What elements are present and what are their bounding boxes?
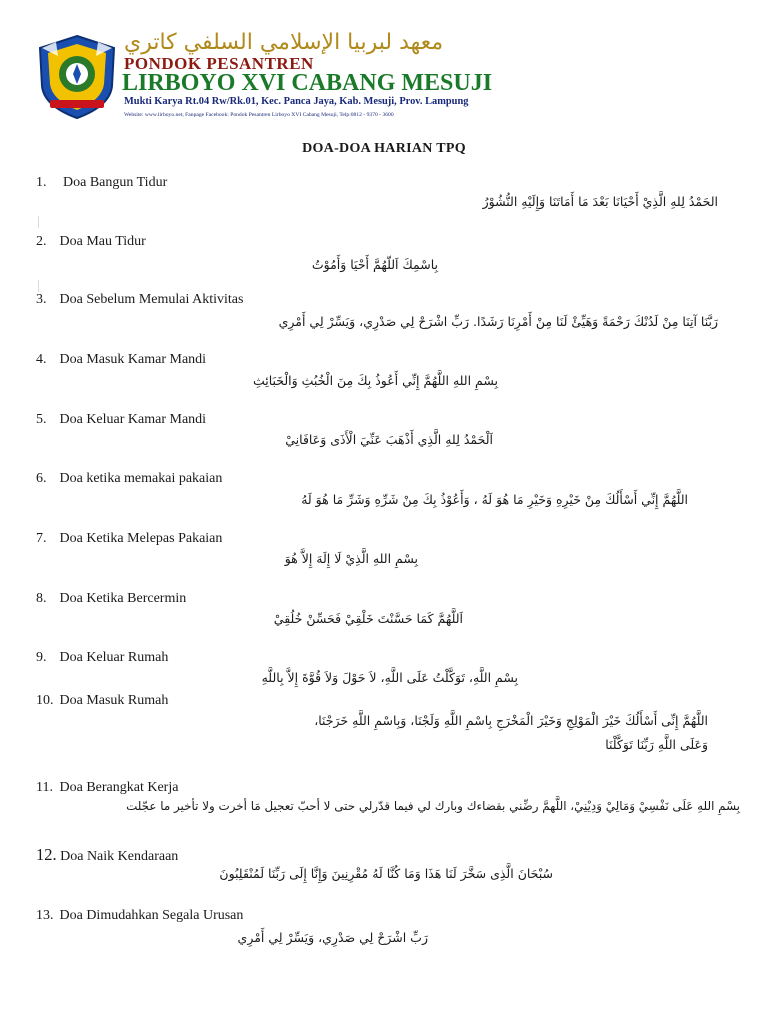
entry-number: 9. — [36, 650, 47, 665]
entry-arabic: الحَمْدُ لِلهِ الَّذِيْ أَحْيَانَا بَعْدَ مَا أَمَاتَنَا وَإِلَيْهِ النُّشُوْرُ — [482, 194, 718, 209]
address: Mukti Karya Rt.04 Rw/Rk.01, Kec. Panca Jaya, Kab. Mesuji, Prov. Lampung — [124, 96, 469, 107]
entry-arabic: بِسْمِ اللهِ اللَّهُمَّ إِنِّي أَعُوذُ بِكَ مِنَ الْخُبُثِ وَالْخَبَائِثِ — [252, 373, 498, 388]
entry-arabic: اَلْحَمْدُ لِلهِ الَّذِي أَذْهَبَ عَنِّيَ الْأَذَى وَعَافَانِيْ — [285, 432, 493, 447]
entry-title: Doa Sebelum Memulai Aktivitas — [59, 292, 244, 307]
entry-arabic: اَللَّهُمَّ كَمَا حَسَّنْتَ خَلْقِيْ فَحَسِّنْ خُلُقِيْ — [273, 611, 463, 626]
entry-arabic: بِسْمِ اللَّهِ، تَوَكَّلْتُ عَلَى اللَّهِ، لاَ حَوْلَ وَلاَ قُوَّةَ إِلاَّ بِاللَّهِ — [261, 670, 518, 685]
entry-label — [36, 175, 167, 191]
tickmark — [38, 216, 39, 228]
entry-label — [36, 531, 222, 547]
entry-label — [36, 908, 243, 924]
entry-label — [36, 292, 243, 308]
entry-number: 13. — [36, 908, 54, 923]
entry-number: 8. — [36, 591, 47, 606]
entry-arabic-line2: وَعَلَى اللَّهِ رَبِّنَا تَوَكَّلْنَا — [605, 737, 708, 752]
entry-title: Doa Naik Kendaraan — [60, 849, 179, 864]
pondok-pesantren-label: PONDOK PESANTREN — [124, 54, 314, 73]
tickmark — [38, 280, 39, 292]
entry-label — [36, 471, 222, 487]
entry-title: Doa Mau Tidur — [59, 234, 146, 249]
entry-number: 2. — [36, 234, 47, 249]
document-title: DOA-DOA HARIAN TPQ — [302, 141, 466, 156]
entry-number: 3. — [36, 292, 47, 307]
entry-title: Doa Masuk Kamar Mandi — [59, 352, 207, 367]
entry-arabic: رَبِّ اشْرَحْ لِي صَدْرِي، وَيَسِّرْ لِي أَمْرِي — [237, 930, 428, 945]
entry-title: Doa Masuk Rumah — [59, 693, 169, 708]
entry-label — [36, 845, 178, 865]
entry-label — [36, 591, 186, 607]
entry-label — [36, 650, 168, 666]
entry-number: 11. — [36, 780, 53, 795]
entry-arabic: بِسْمِ اللهِ عَلَى نَفْسِيْ وَمَالِيْ وَدِيْنِيْ، اللَّهمَّ رضِّني بقضاءك وبارك لي فيما قدّرلي حتى لا أحبّ تعجيل مَا أخرت ولا تأخير ما عجّلت — [126, 799, 740, 813]
website-contact: Website: www.lirboyo.net, Fanpage Facebook: Pondok Pesantren Lirboyo XVI Cabang Mesuji, Telp:0812 - 9370 - 3600 — [124, 112, 394, 118]
entry-label — [36, 234, 146, 250]
entry-title: Doa Keluar Kamar Mandi — [59, 412, 207, 427]
entry-arabic: سُبْحَانَ الَّذِى سَخَّرَ لَنَا هَذَا وَمَا كُنَّا لَهُ مُقْرِنِينَ وَإِنَّا إِلَى رَبِّنَا لَمُنْقَلِبُونَ — [219, 866, 553, 881]
entry-number: 4. — [36, 352, 47, 367]
letterhead — [36, 28, 493, 124]
entry-title: Doa Berangkat Kerja — [59, 780, 179, 795]
arabic-institution-name: معهد لبربيا الإسلامي السلفي كاتري — [124, 30, 444, 55]
entry-number: 12. — [36, 845, 57, 864]
entry-title: Doa ketika memakai pakaian — [59, 471, 223, 486]
entry-number: 1. — [36, 175, 47, 190]
entry-arabic: بِسْمِ اللهِ الَّذِيْ لَا إِلَهَ إِلاَّ هُوَ — [284, 551, 418, 566]
entry-label — [36, 693, 168, 709]
entry-title: Doa Dimudahkan Segala Urusan — [59, 908, 244, 923]
pesantren-logo — [36, 34, 118, 120]
entry-title: Doa Bangun Tidur — [63, 175, 168, 190]
entry-number: 5. — [36, 412, 47, 427]
entry-title: Doa Ketika Melepas Pakaian — [59, 531, 223, 546]
entry-label — [36, 780, 178, 796]
entry-title: Doa Ketika Bercermin — [59, 591, 187, 606]
entry-label — [36, 412, 206, 428]
institution-name: LIRBOYO XVI CABANG MESUJI — [122, 70, 493, 96]
entry-number: 7. — [36, 531, 47, 546]
entry-arabic: اللَّهُمَّ إِنِّى أَسْأَلُكَ خَيْرَ الْمَوْلِجِ وَخَيْرَ الْمَخْرَجِ بِاسْمِ اللَّهِ وَلَجْنَا، وَبِاسْمِ اللَّهِ خَرَجْنَا، — [314, 713, 708, 728]
entry-number: 6. — [36, 471, 47, 486]
entry-title: Doa Keluar Rumah — [59, 650, 169, 665]
entry-label — [36, 352, 206, 368]
entry-arabic: رَبَّنَا آتِنَا مِنْ لَدُنْكَ رَحْمَةً وَهَيِّئْ لَنَا مِنْ أَمْرِنَا رَشَدًا. رَبِّ اشْرَحْ لِي صَدْرِي، وَيَسِّرْ لِي أَمْرِي — [278, 314, 718, 329]
entry-arabic: بِاسْمِكَ اَللّهُمَّ أَحْيَا وَأَمُوْتُ — [311, 257, 438, 272]
entry-number: 10. — [36, 693, 54, 708]
entry-arabic: اللَّهُمَّ إِنِّي أَسْأَلُكَ مِنْ خَيْرِهِ وَخَيْرِ مَا هُوَ لَهُ ، وَأَعُوْذُ بِكَ مِنْ شَرِّهِ وَشَرِّ مَا هُوَ لَهُ — [301, 492, 688, 507]
